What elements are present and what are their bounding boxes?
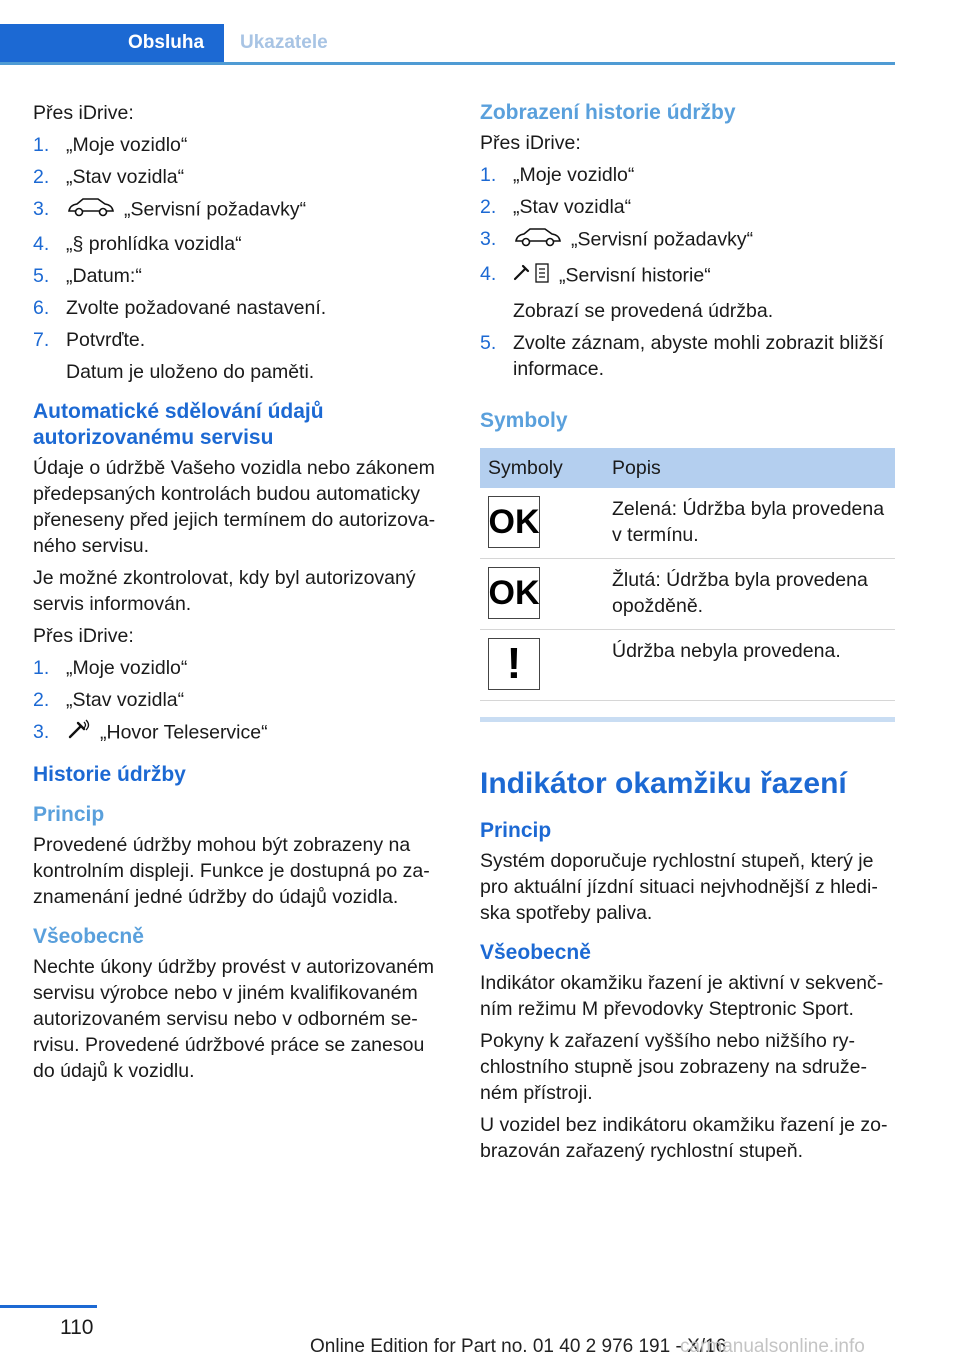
step-number: 4. bbox=[33, 233, 50, 255]
auto-report-heading: Automatické sdělování údajů autorizovanému servisu bbox=[33, 400, 324, 449]
step-number: 3. bbox=[480, 228, 497, 250]
chapter-tab-bar bbox=[0, 24, 895, 65]
step-text: Potvrďte. bbox=[66, 329, 146, 351]
list-item bbox=[480, 162, 895, 188]
gear-principle-text: Systém doporučuje rychlostní stupeň, který je pro aktuální jízdní situaci nejvhodnější z hlediska spotřeby paliva. bbox=[480, 850, 878, 924]
step-text: „Servisní požadavky“ bbox=[571, 228, 754, 251]
step-text: „Datum:“ bbox=[66, 265, 142, 287]
exclamation-icon: ! bbox=[488, 638, 540, 690]
steps-list-1 bbox=[33, 132, 448, 385]
intro-text: Přes iDrive: bbox=[480, 132, 581, 154]
teleservice-icon bbox=[66, 719, 92, 748]
step-number: 5. bbox=[480, 332, 497, 354]
step-number: 2. bbox=[33, 166, 50, 188]
history-view-heading: Zobrazení historie údržby bbox=[480, 101, 736, 124]
ok-yellow-icon: OK bbox=[488, 567, 540, 619]
step-text: „Moje vozidlo“ bbox=[66, 134, 188, 156]
symbol-cell bbox=[480, 488, 604, 559]
description-cell: Zelená: Údržba byla provedena v termínu. bbox=[604, 488, 895, 559]
list-item bbox=[33, 327, 448, 385]
principle-heading: Princip bbox=[33, 803, 105, 826]
list-item bbox=[33, 196, 448, 225]
list-item bbox=[33, 295, 448, 321]
table-end-rule bbox=[480, 717, 895, 722]
step-number: 2. bbox=[480, 196, 497, 218]
step-text: „Moje vozidlo“ bbox=[513, 164, 635, 186]
ok-green-icon: OK bbox=[488, 496, 540, 548]
car-service-icon bbox=[513, 226, 563, 255]
step-text: „Stav vozidla“ bbox=[66, 166, 185, 188]
auto-report-paragraph-1: Údaje o údržbě Vašeho vozidla nebo zákonem předepsaných kontrolách budou automaticky přeneseny před jejich termínem do autorizovaného servisu. bbox=[33, 457, 436, 557]
step-number: 3. bbox=[33, 198, 50, 220]
gear-general-paragraph-2: Pokyny k zařazení vyššího nebo nižšího rychlostního stupně jsou zobrazeny na sdruženém přístroji. bbox=[480, 1030, 867, 1104]
auto-report-paragraph-3: Přes iDrive: bbox=[33, 625, 134, 647]
step-subtext: Datum je uloženo do paměti. bbox=[66, 361, 315, 383]
description-cell: Žlutá: Údržba byla provedena opožděně. bbox=[604, 559, 895, 630]
step-text: Zvolte požadované nastavení. bbox=[66, 297, 327, 319]
general-heading: Všeobecně bbox=[33, 925, 144, 948]
step-text: „Stav vozidla“ bbox=[66, 689, 185, 711]
footer-rule bbox=[0, 1305, 97, 1308]
gear-general-paragraph-1: Indikátor okamžiku řazení je aktivní v sekvenčním režimu M převodovky Steptronic Sport. bbox=[480, 972, 884, 1020]
step-number: 7. bbox=[33, 329, 50, 351]
list-item bbox=[33, 132, 448, 158]
table-header-symbols: Symboly bbox=[480, 448, 604, 488]
tab-obsluha[interactable]: Obsluha bbox=[0, 24, 224, 62]
general-text: Nechte úkony údržby provést v autorizovaném servisu výrobce nebo v jiném kvalifikovaném autorizovaném servisu nebo v odborném servisu. Provedené údržbové práce se zanesou do údajů k vozidlu. bbox=[33, 956, 435, 1082]
step-number: 1. bbox=[33, 134, 50, 156]
step-text: „Servisní historie“ bbox=[559, 264, 711, 287]
watermark-text: carmanualsonline.info bbox=[680, 1336, 865, 1357]
step-text: „Stav vozidla“ bbox=[513, 196, 632, 218]
step-number: 1. bbox=[480, 164, 497, 186]
step-text: „Moje vozidlo“ bbox=[66, 657, 188, 679]
step-number: 3. bbox=[33, 721, 50, 743]
gear-indicator-heading: Indikátor okamžiku řazení bbox=[480, 767, 847, 800]
list-item bbox=[33, 719, 448, 748]
right-column bbox=[480, 100, 895, 1170]
gear-general-paragraph-3: U vozidel bez indikátoru okamžiku řazení je zobrazován zařazený rychlostní stupeň. bbox=[480, 1114, 888, 1162]
symbols-table bbox=[480, 448, 895, 701]
list-item bbox=[33, 231, 448, 257]
description-cell: Údržba nebyla provedena. bbox=[604, 630, 895, 701]
table-header-row bbox=[480, 448, 895, 488]
intro-text: Přes iDrive: bbox=[33, 102, 134, 124]
symbol-cell bbox=[480, 559, 604, 630]
step-number: 4. bbox=[480, 263, 497, 285]
step-subtext: Zobrazí se provedená údržba. bbox=[513, 300, 774, 322]
left-column bbox=[33, 100, 448, 1090]
maintenance-history-heading: Historie údržby bbox=[33, 763, 186, 786]
gear-general-heading: Všeobecně bbox=[480, 941, 591, 964]
edition-note: Online Edition for Part no. 01 40 2 976 191 - X/16 bbox=[310, 1336, 727, 1357]
list-item bbox=[480, 261, 895, 324]
step-text: „§ prohlídka vozidla“ bbox=[66, 233, 242, 255]
list-item bbox=[33, 687, 448, 713]
list-item bbox=[33, 655, 448, 681]
page-number: 110 bbox=[60, 1316, 94, 1339]
table-row bbox=[480, 630, 895, 701]
list-item bbox=[33, 164, 448, 190]
principle-text: Provedené údržby mohou být zobrazeny na kontrolním displeji. Funkce je dostupná po zaznamenání jedné údržby do údajů vozidla. bbox=[33, 834, 430, 908]
list-item bbox=[480, 194, 895, 220]
service-history-icon bbox=[513, 261, 551, 292]
step-text: Zvolte záznam, abyste mohli zobrazit bližší informace. bbox=[513, 332, 884, 380]
list-item bbox=[480, 226, 895, 255]
step-text: „Hovor Teleservice“ bbox=[100, 721, 268, 744]
step-text: „Servisní požadavky“ bbox=[124, 198, 307, 221]
tab-ukazatele[interactable]: Ukazatele bbox=[240, 32, 328, 53]
symbols-heading: Symboly bbox=[480, 409, 568, 432]
table-header-description: Popis bbox=[604, 448, 895, 488]
step-number: 1. bbox=[33, 657, 50, 679]
step-number: 5. bbox=[33, 265, 50, 287]
auto-report-paragraph-2: Je možné zkontrolovat, kdy byl autorizovaný servis informován. bbox=[33, 567, 416, 615]
steps-list-3 bbox=[480, 162, 895, 382]
list-item bbox=[480, 330, 895, 382]
step-number: 2. bbox=[33, 689, 50, 711]
step-number: 6. bbox=[33, 297, 50, 319]
list-item bbox=[33, 263, 448, 289]
gear-principle-heading: Princip bbox=[480, 819, 552, 842]
car-service-icon bbox=[66, 196, 116, 225]
table-row bbox=[480, 488, 895, 559]
steps-list-2 bbox=[33, 655, 448, 748]
table-row bbox=[480, 559, 895, 630]
symbol-cell bbox=[480, 630, 604, 701]
